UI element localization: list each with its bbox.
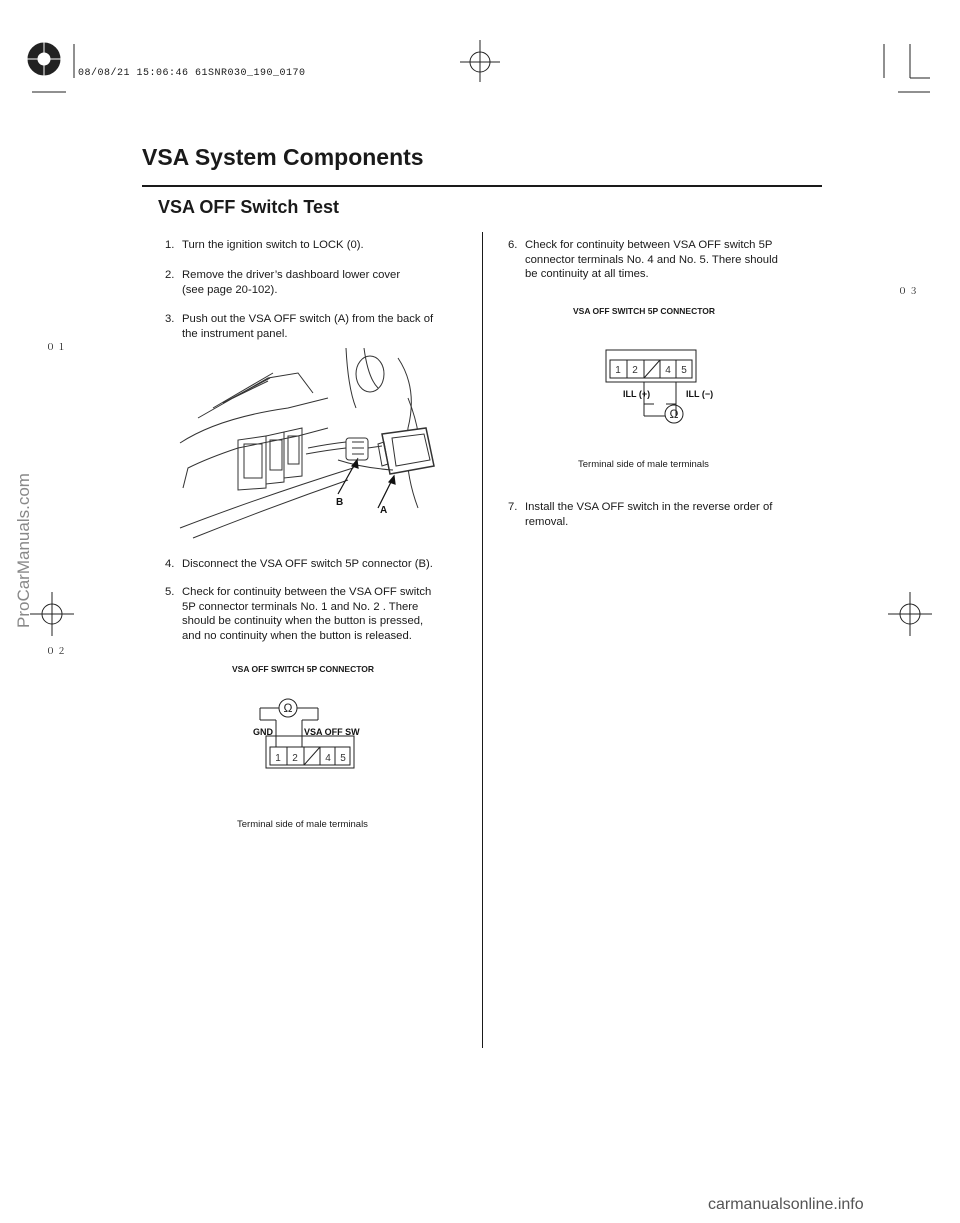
step-4 (165, 557, 465, 572)
step-text: Disconnect the VSA OFF switch 5P connector (B). (182, 558, 433, 570)
step-number: 3. (165, 313, 175, 325)
print-timestamp: 08/08/21 15:06:46 61SNR030_190_0170 (78, 68, 306, 79)
section-title: VSA System Components (142, 144, 424, 170)
margin-mark-03: ０３ (898, 287, 921, 297)
step-text: Check for continuity between the VSA OFF switch 5P connector terminals No. 1 and No. 2 . There should be continuity when the button is pressed, and no continuity when the button is released. (182, 586, 432, 642)
terminal-1: 1 (275, 753, 281, 764)
step-text: Check for continuity between VSA OFF switch 5P connector terminals No. 4 and No. 5. There should be continuity at all times. (525, 239, 778, 280)
left-diagram-title: VSA OFF SWITCH 5P CONNECTOR (232, 664, 374, 674)
ohm-icon: Ω (283, 701, 293, 715)
step-5 (165, 585, 465, 643)
step-6 (508, 238, 808, 282)
step-number: 6. (508, 239, 518, 251)
subsection-title: VSA OFF Switch Test (158, 197, 340, 217)
margin-mark-02: ０２ (46, 647, 69, 657)
step-7 (508, 500, 808, 529)
terminal-2: 2 (632, 365, 638, 376)
dashboard-illustration (178, 348, 468, 548)
ill-plus-label: ILL (+) (623, 389, 651, 399)
callout-b: B (336, 497, 344, 508)
step-text: Install the VSA OFF switch in the reverse order of removal. (525, 501, 773, 528)
terminal-5: 5 (681, 365, 687, 376)
step-text: Push out the VSA OFF switch (A) from the back of the instrument panel. (182, 313, 434, 340)
vsa-off-sw-label: VSA OFF SW (304, 727, 360, 737)
right-connector-diagram (594, 342, 744, 432)
right-diagram-title: VSA OFF SWITCH 5P CONNECTOR (573, 306, 715, 316)
left-diagram-caption: Terminal side of male terminals (237, 819, 368, 830)
step-number: 5. (165, 586, 175, 598)
footer-mark: carmanualsonline.info (708, 1196, 864, 1213)
right-diagram-caption: Terminal side of male terminals (578, 459, 709, 470)
step-text: Remove the driver’s dashboard lower cover (see page 20-102). (182, 269, 401, 296)
step-3 (165, 312, 465, 341)
ill-minus-label: ILL (−) (686, 389, 714, 399)
terminal-4: 4 (665, 365, 671, 376)
gnd-label: GND (253, 727, 273, 737)
step-number: 4. (165, 558, 175, 570)
step-2 (165, 268, 465, 297)
step-number: 2. (165, 269, 175, 281)
step-number: 1. (165, 239, 175, 251)
callout-a: A (380, 505, 388, 516)
ohm-icon: Ω (669, 407, 679, 421)
left-connector-diagram (240, 690, 390, 780)
step-1 (165, 238, 465, 253)
column-divider (482, 232, 483, 1048)
watermark: ProCarManuals.com (14, 473, 33, 628)
step-number: 7. (508, 501, 518, 513)
margin-mark-01: ０１ (46, 343, 69, 353)
terminal-1: 1 (615, 365, 621, 376)
title-rule (142, 185, 822, 187)
step-text: Turn the ignition switch to LOCK (0). (182, 239, 364, 251)
terminal-4: 4 (325, 753, 331, 764)
terminal-2: 2 (292, 753, 298, 764)
terminal-5: 5 (340, 753, 346, 764)
